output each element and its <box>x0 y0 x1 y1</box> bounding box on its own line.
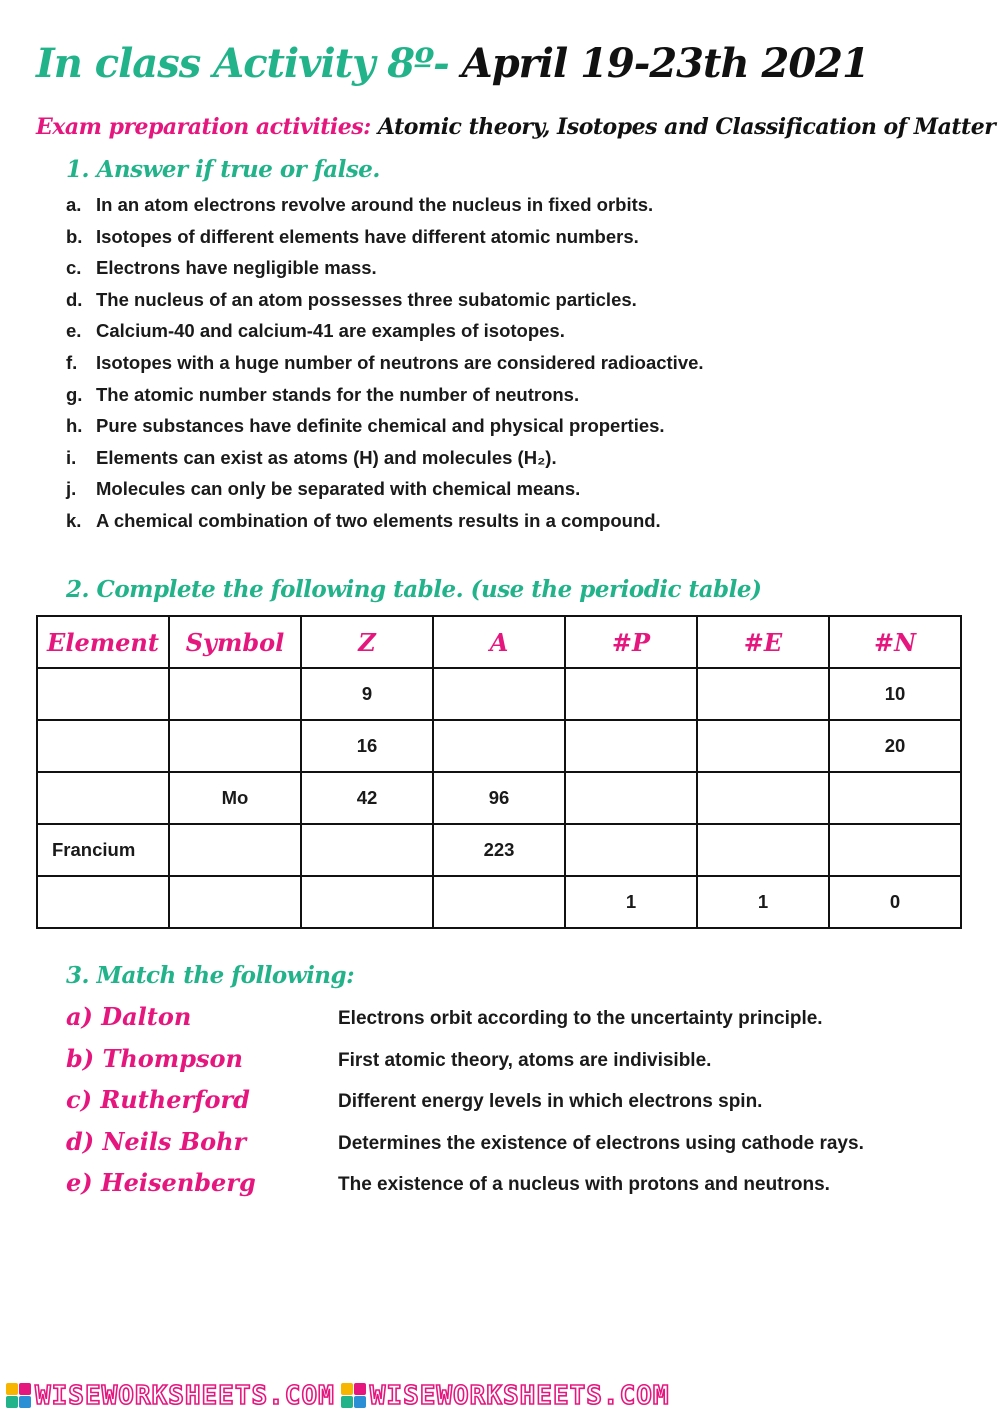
true-false-item <box>66 194 704 226</box>
column-header: Symbol <box>169 616 301 668</box>
table-cell <box>829 772 961 824</box>
table-cell <box>565 720 697 772</box>
table-row <box>37 876 961 928</box>
item-letter: i. <box>66 446 77 468</box>
item-statement: A chemical combination of two elements results in a compound. <box>96 509 661 531</box>
item-letter: f. <box>66 351 78 373</box>
table-cell <box>565 772 697 824</box>
table-cell <box>697 720 829 772</box>
table-header-row <box>37 616 961 668</box>
table-cell: 1 <box>565 876 697 928</box>
table-cell <box>169 720 301 772</box>
table-cell <box>37 876 169 928</box>
title-date: April 19-23th 2021 <box>461 40 869 87</box>
page-title <box>36 40 869 87</box>
item-statement: Calcium-40 and calcium-41 are examples of isotopes. <box>96 320 565 342</box>
true-false-item <box>66 478 704 510</box>
table-cell: 20 <box>829 720 961 772</box>
column-header: A <box>433 616 565 668</box>
subtitle-topics: Atomic theory, Isotopes and Classification of Matter <box>377 114 996 140</box>
table-cell: Francium <box>37 824 169 876</box>
column-header: Element <box>37 616 169 668</box>
table-cell <box>169 824 301 876</box>
item-letter: e. <box>66 320 82 342</box>
table-cell: 9 <box>301 668 433 720</box>
table-cell <box>37 720 169 772</box>
subtitle-label: Exam preparation activities: <box>36 114 371 140</box>
match-name: c) Rutherford <box>66 1085 250 1114</box>
match-description: First atomic theory, atoms are indivisible. <box>338 1049 712 1071</box>
item-statement: Molecules can only be separated with chemical means. <box>96 478 581 500</box>
footer-watermark <box>0 1378 1000 1413</box>
true-false-item <box>66 320 704 352</box>
column-header: #P <box>565 616 697 668</box>
column-header: Z <box>301 616 433 668</box>
page-subtitle <box>36 114 995 140</box>
item-statement: Pure substances have definite chemical and physical properties. <box>96 415 665 437</box>
table-cell <box>565 824 697 876</box>
table-row <box>37 824 961 876</box>
table-row <box>37 772 961 824</box>
table-cell <box>301 824 433 876</box>
table-body <box>37 668 961 928</box>
table-cell <box>433 720 565 772</box>
table-cell: 0 <box>829 876 961 928</box>
true-false-item <box>66 226 704 258</box>
match-description: Electrons orbit according to the uncertainty principle. <box>338 1008 823 1029</box>
true-false-list <box>66 194 704 542</box>
table-cell: 1 <box>697 876 829 928</box>
match-name: a) Dalton <box>66 1002 192 1031</box>
match-name: d) Neils Bohr <box>66 1126 247 1156</box>
table-cell: 16 <box>301 720 433 772</box>
brand-logo-icon <box>341 1383 366 1408</box>
table-cell <box>697 772 829 824</box>
column-header: #N <box>829 616 961 668</box>
table-row <box>37 668 961 720</box>
column-header: #E <box>697 616 829 668</box>
true-false-item <box>66 289 704 321</box>
match-name: b) Thompson <box>66 1043 243 1073</box>
true-false-item <box>66 257 704 289</box>
table-cell <box>565 668 697 720</box>
table-cell: 96 <box>433 772 565 824</box>
table-cell: 10 <box>829 668 961 720</box>
table-cell <box>433 876 565 928</box>
question-2-heading: 2. Complete the following table. (use the periodic table) <box>66 576 762 603</box>
table-cell: Mo <box>169 772 301 824</box>
item-letter: k. <box>66 509 82 531</box>
true-false-item <box>66 415 704 447</box>
match-description: The existence of a nucleus with protons and neutrons. <box>338 1174 830 1195</box>
table-cell: 223 <box>433 824 565 876</box>
match-names-column <box>66 1002 256 1210</box>
item-letter: a. <box>66 194 82 215</box>
item-statement: Isotopes of different elements have different atomic numbers. <box>96 225 639 247</box>
brand-text: WISEWORKSHEETS.COM <box>369 1380 670 1411</box>
table-cell <box>37 668 169 720</box>
table-cell <box>37 772 169 824</box>
brand-watermark <box>341 1381 670 1411</box>
table-cell <box>697 824 829 876</box>
item-letter: d. <box>66 288 83 310</box>
table-cell <box>697 668 829 720</box>
table-cell <box>433 668 565 720</box>
table-cell <box>829 824 961 876</box>
item-letter: j. <box>66 478 77 500</box>
question-3-heading: 3. Match the following: <box>66 962 355 989</box>
item-letter: b. <box>66 225 83 247</box>
question-1-heading: 1. Answer if true or false. <box>66 156 380 183</box>
table-cell <box>301 876 433 928</box>
title-activity: In class Activity 8º- <box>36 40 449 87</box>
true-false-item <box>66 352 704 384</box>
match-description: Different energy levels in which electrons spin. <box>338 1091 763 1112</box>
brand-text: WISEWORKSHEETS.COM <box>35 1380 335 1411</box>
brand-watermark <box>6 1381 335 1411</box>
match-name: e) Heisenberg <box>66 1168 256 1197</box>
item-letter: c. <box>66 257 82 279</box>
table-row <box>37 720 961 772</box>
table-cell <box>169 876 301 928</box>
brand-logo-icon <box>6 1383 31 1408</box>
item-statement: Elements can exist as atoms (H) and molecules (H₂). <box>96 446 557 468</box>
item-statement: In an atom electrons revolve around the nucleus in fixed orbits. <box>96 194 654 215</box>
item-statement: The nucleus of an atom possesses three subatomic particles. <box>96 288 637 310</box>
true-false-item <box>66 384 704 416</box>
elements-table <box>36 615 962 929</box>
true-false-item <box>66 447 704 479</box>
table-cell: 42 <box>301 772 433 824</box>
item-statement: The atomic number stands for the number of neutrons. <box>96 383 580 405</box>
item-statement: Electrons have negligible mass. <box>96 257 377 279</box>
item-letter: g. <box>66 383 83 405</box>
item-letter: h. <box>66 415 83 437</box>
item-statement: Isotopes with a huge number of neutrons are considered radioactive. <box>96 351 704 373</box>
match-descriptions-column <box>338 1008 864 1216</box>
true-false-item <box>66 510 704 542</box>
table-cell <box>169 668 301 720</box>
match-description: Determines the existence of electrons using cathode rays. <box>338 1132 864 1154</box>
